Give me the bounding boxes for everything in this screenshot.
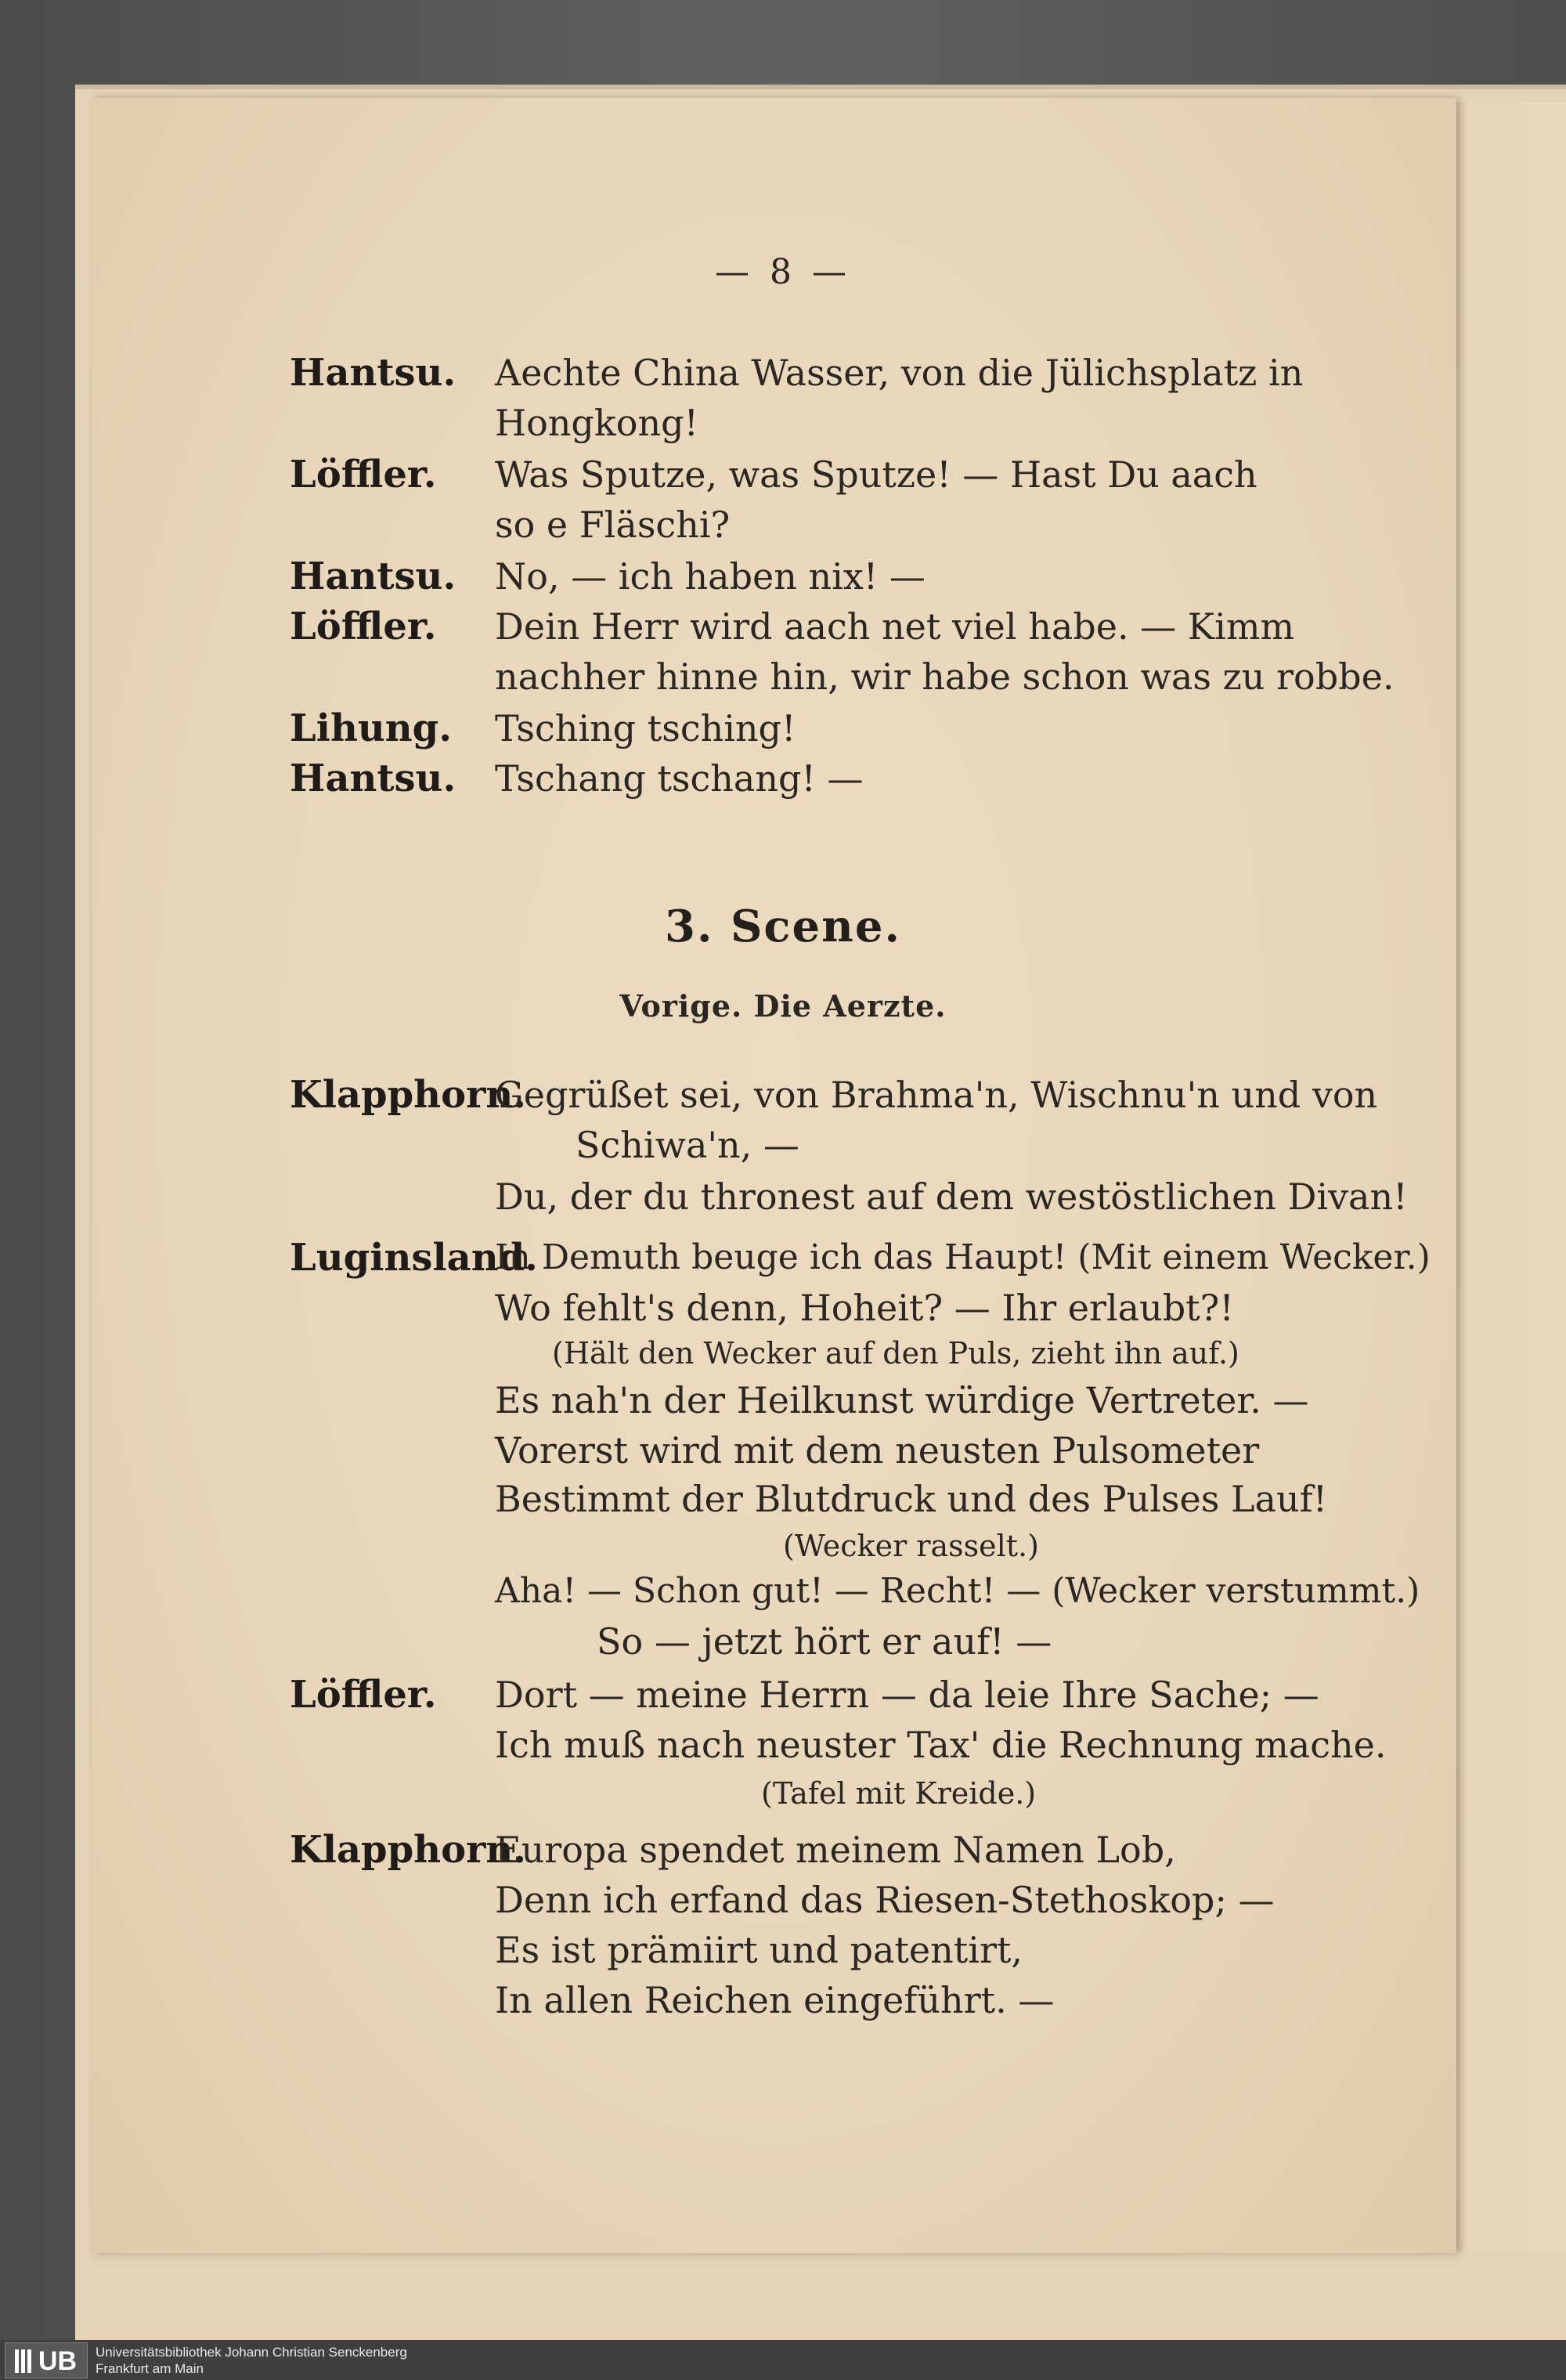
dialogue-line: Hongkong! [495, 402, 699, 444]
dialogue-line: Aechte China Wasser, von die Jülichsplatz in [495, 352, 1304, 394]
speaker-label: Hantsu. [290, 757, 456, 800]
dialogue-line: No, — ich haben nix! — [495, 555, 926, 598]
dialogue-line: Dein Herr wird aach net viel habe. — Kimm [495, 605, 1295, 648]
page-number: — 8 — [715, 252, 851, 292]
library-name-line1: Universitätsbibliothek Johann Christian Senckenberg [96, 2345, 407, 2360]
dialogue-line: Es nah'n der Heilkunst würdige Vertreter. — [495, 1379, 1309, 1421]
scene-subheading: Vorige. Die Aerzte. [619, 988, 947, 1024]
speaker-label: Klapphorn. [290, 1828, 526, 1872]
dialogue-line: Du, der du thronest auf dem westöstlichen Divan! [495, 1176, 1408, 1218]
library-footer [0, 2340, 1566, 2380]
dialogue-line: Aha! — Schon gut! — Recht! — (Wecker verstummt.) [495, 1571, 1420, 1611]
speaker-label: Lihung. [290, 706, 452, 750]
dialogue-line: so e Fläschi? [495, 504, 731, 546]
dialogue-line: nachher hinne hin, wir habe schon was zu robbe. [495, 655, 1395, 698]
right-page-edge [1445, 102, 1566, 2252]
library-name-line2: Frankfurt am Main [96, 2361, 204, 2376]
speaker-label: Luginsland. [290, 1236, 538, 1280]
library-name [96, 2344, 407, 2377]
dialogue-line: In Demuth beuge ich das Haupt! (Mit einem Wecker.) [495, 1237, 1431, 1277]
speaker-label: Löffler. [290, 453, 437, 497]
library-logo-text: UB [38, 2346, 78, 2376]
library-logo-icon [13, 2348, 34, 2375]
dialogue-line: Europa spendet meinem Namen Lob, [495, 1829, 1176, 1871]
dialogue-line: Bestimmt der Blutdruck und des Pulses Lauf! [495, 1478, 1328, 1520]
stage-direction: (Tafel mit Kreide.) [761, 1776, 1037, 1811]
dialogue-line: Schiwa'n, — [576, 1124, 799, 1166]
dialogue-line: Es ist prämiirt und patentirt, [495, 1929, 1023, 1971]
speaker-label: Hantsu. [290, 351, 456, 395]
dialogue-line: Ich muß nach neuster Tax' die Rechnung mache. [495, 1724, 1387, 1766]
speaker-label: Klapphorn. [290, 1073, 526, 1117]
speaker-label: Löffler. [290, 1673, 437, 1717]
scene-heading: 3. Scene. [665, 901, 901, 952]
dialogue-line: Tschang tschang! — [495, 757, 864, 800]
dialogue-line: In allen Reichen eingeführt. — [495, 1979, 1055, 2021]
dialogue-line: So — jetzt hört er auf! — [597, 1620, 1052, 1663]
dialogue-line: Gegrüßet sei, von Brahma'n, Wischnu'n und von [495, 1074, 1378, 1116]
library-logo [5, 2342, 88, 2378]
speaker-label: Hantsu. [290, 554, 456, 598]
speaker-label: Löffler. [290, 605, 437, 648]
dialogue-line: Vorerst wird mit dem neusten Pulsometer [495, 1429, 1260, 1472]
stage-direction: (Wecker rasselt.) [783, 1529, 1039, 1563]
dialogue-line: Dort — meine Herrn — da leie Ihre Sache; — [495, 1674, 1319, 1716]
stage-direction: (Hält den Wecker auf den Puls, zieht ihn auf.) [552, 1336, 1239, 1371]
dialogue-line: Denn ich erfand das Riesen-Stethoskop; — [495, 1879, 1275, 1921]
dialogue-line: Was Sputze, was Sputze! — Hast Du aach [495, 453, 1257, 496]
dialogue-line: Wo fehlt's denn, Hoheit? — Ihr erlaubt?! [495, 1287, 1234, 1329]
dialogue-line: Tsching tsching! [495, 707, 796, 749]
